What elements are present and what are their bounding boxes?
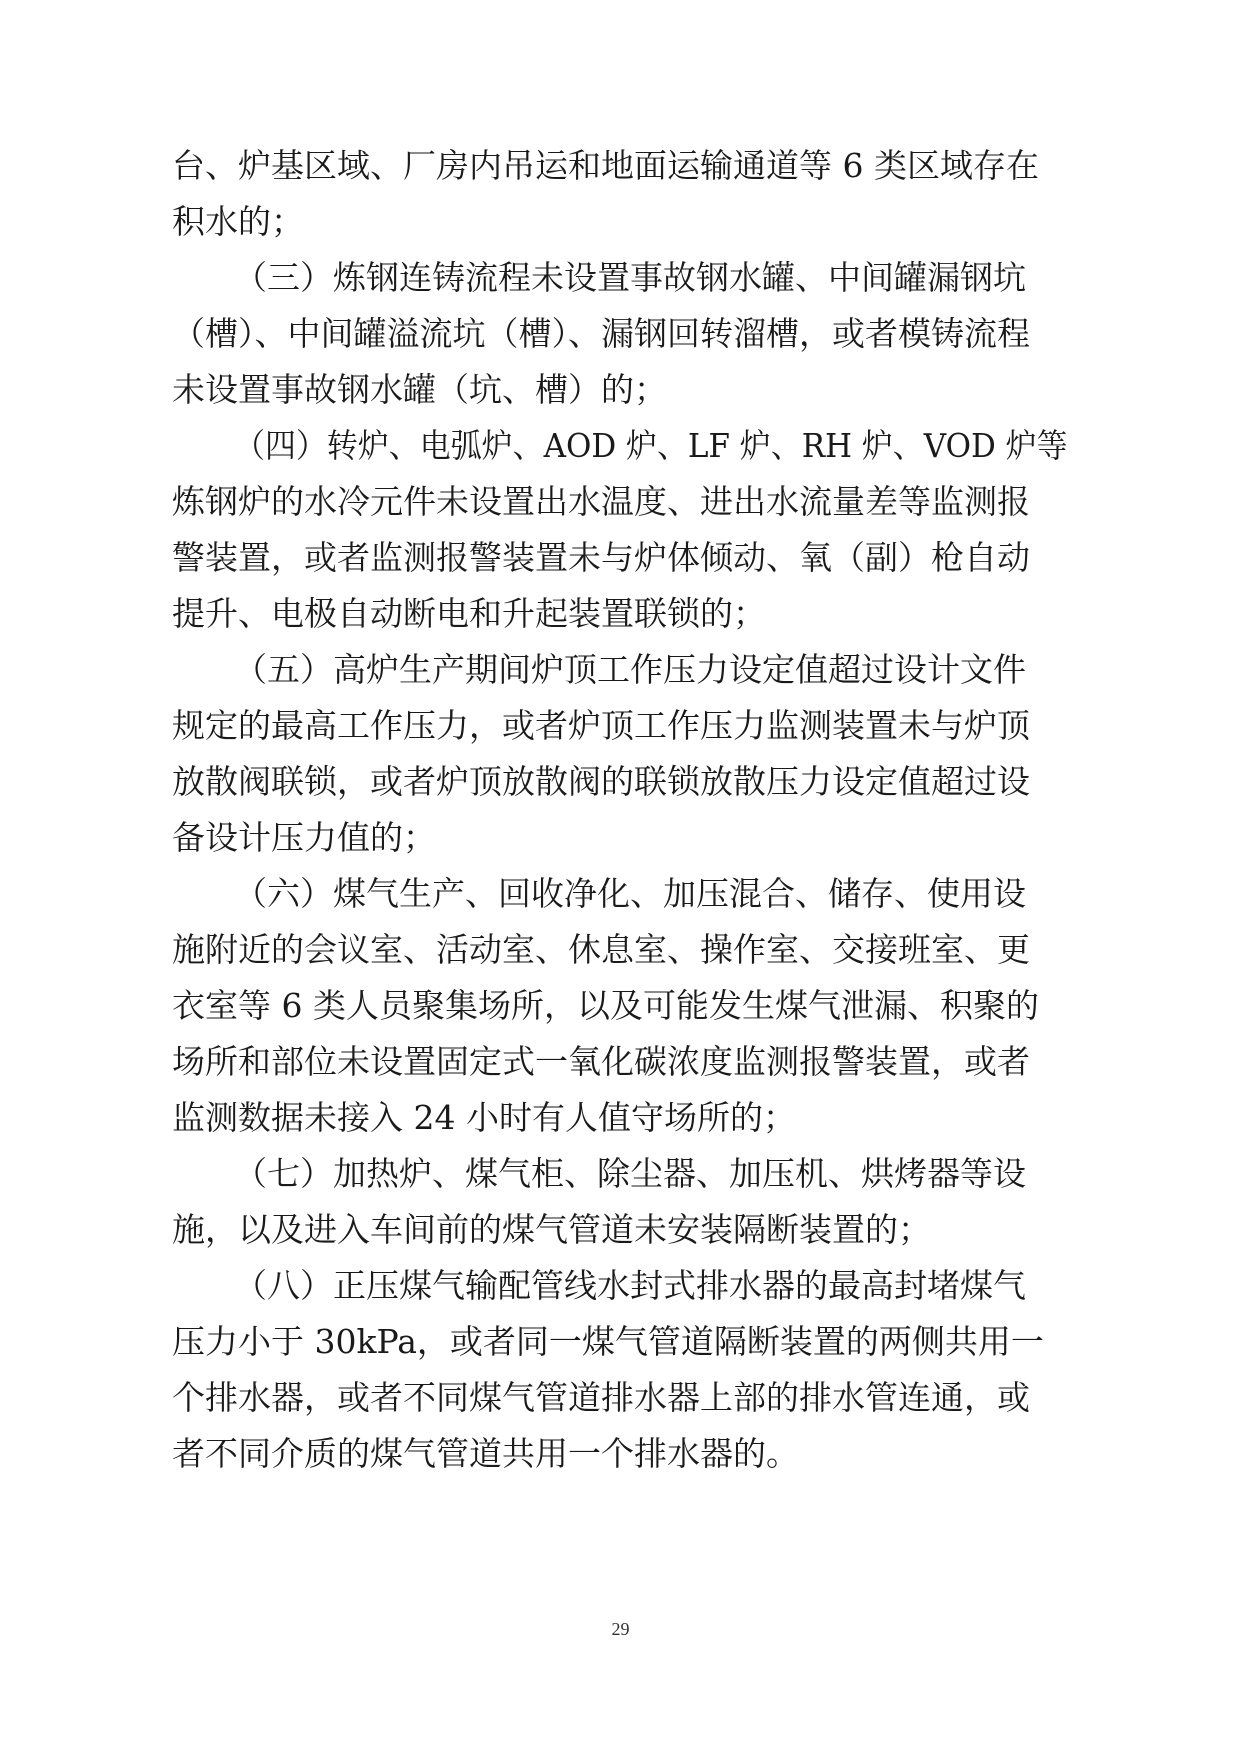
paragraph-heading-6: （六）煤气生产、回收净化、加压混合、储存、使用设 xyxy=(234,874,1026,913)
paragraph-heading-4: （四）转炉、电弧炉、AOD 炉、LF 炉、RH 炉、VOD 炉等 xyxy=(234,426,1068,465)
paragraph-heading-3: （三）炼钢连铸流程未设置事故钢水罐、中间罐漏钢坑 xyxy=(234,258,1026,297)
text-line: 台、炉基区域、厂房内吊运和地面运输通道等 6 类区域存在 xyxy=(172,146,1039,185)
text-line: 施附近的会议室、活动室、休息室、操作室、交接班室、更 xyxy=(172,930,1030,969)
text-line: 施，以及进入车间前的煤气管道未安装隔断装置的； xyxy=(172,1210,931,1249)
text-line: 场所和部位未设置固定式一氧化碳浓度监测报警装置，或者 xyxy=(172,1042,1030,1081)
text-line: 监测数据未接入 24 小时有人值守场所的； xyxy=(172,1098,796,1137)
paragraph-heading-7: （七）加热炉、煤气柜、除尘器、加压机、烘烤器等设 xyxy=(234,1154,1026,1193)
text-line: 警装置，或者监测报警装置未与炉体倾动、氧（副）枪自动 xyxy=(172,538,1030,577)
paragraph-heading-8: （八）正压煤气输配管线水封式排水器的最高封堵煤气 xyxy=(234,1266,1026,1305)
text-line: 个排水器，或者不同煤气管道排水器上部的排水管连通，或 xyxy=(172,1378,1030,1417)
text-line: 备设计压力值的； xyxy=(172,818,436,857)
text-line: 未设置事故钢水罐（坑、槽）的； xyxy=(172,370,667,409)
text-line: 衣室等 6 类人员聚集场所，以及可能发生煤气泄漏、积聚的 xyxy=(172,986,1039,1025)
text-line: 者不同介质的煤气管道共用一个排水器的。 xyxy=(172,1434,799,1473)
page-number: 29 xyxy=(611,1619,630,1639)
text-line: （槽）、中间罐溢流坑（槽）、漏钢回转溜槽，或者模铸流程 xyxy=(172,314,1030,353)
text-line: 放散阀联锁，或者炉顶放散阀的联锁放散压力设定值超过设 xyxy=(172,762,1030,801)
text-line: 炼钢炉的水冷元件未设置出水温度、进出水流量差等监测报 xyxy=(172,482,1030,521)
text-line: 提升、电极自动断电和升起装置联锁的； xyxy=(172,594,766,633)
text-line: 压力小于 30kPa，或者同一煤气管道隔断装置的两侧共用一 xyxy=(172,1322,1044,1361)
paragraph-heading-5: （五）高炉生产期间炉顶工作压力设定值超过设计文件 xyxy=(234,650,1026,689)
text-line: 积水的； xyxy=(172,202,304,241)
text-line: 规定的最高工作压力，或者炉顶工作压力监测装置未与炉顶 xyxy=(172,706,1030,745)
